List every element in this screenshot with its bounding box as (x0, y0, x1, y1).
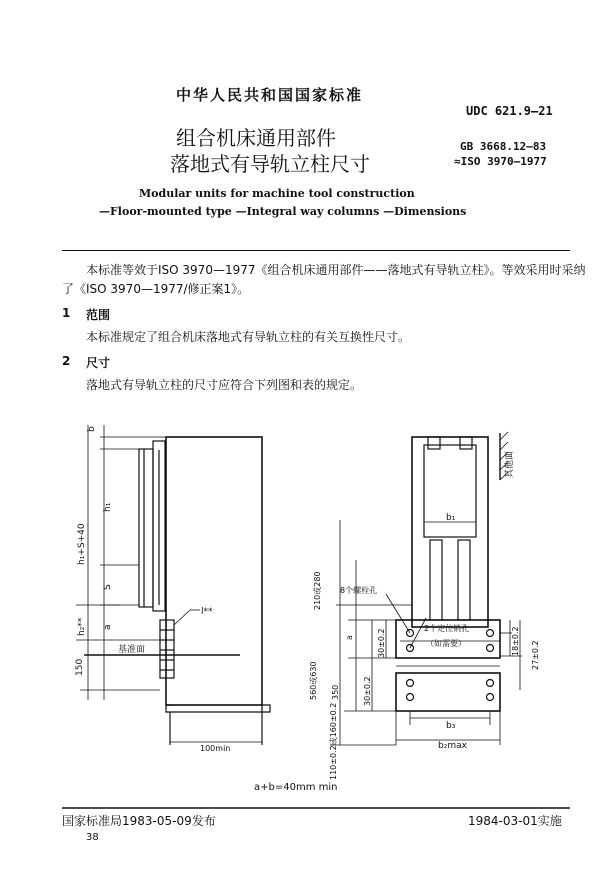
dim-100-label: 100min (200, 744, 231, 753)
page-number: 38 (86, 832, 99, 843)
top-head (424, 445, 476, 537)
issuing-authority: 中华人民共和国国家标准 (176, 86, 364, 104)
effective-date: 1984-03-01实施 (468, 814, 562, 828)
datum-label: 基准面 (118, 645, 146, 655)
dim-b-label: b (87, 426, 97, 432)
dim-350-label: 350 (331, 684, 340, 700)
figure-note: a+b=40mm min (254, 782, 338, 793)
dim-b3-label: b₃ (446, 721, 456, 731)
dim-h1-label: h₁ (103, 502, 113, 512)
dim-150-label: 150 (75, 658, 85, 676)
title-zh-line2: 落地式有导轨立柱尺寸 (170, 152, 370, 176)
section1-number: 1 (62, 306, 71, 320)
dim-30b-label: 30±0.2 (363, 676, 372, 706)
dim-30a-label: 30±0.2 (377, 628, 386, 658)
dim-h1s40-label: h₁+S+40 (77, 523, 87, 565)
dim-l-label: l** (201, 607, 213, 617)
column-upright (412, 437, 488, 627)
dim-h2-label: h₂** (77, 617, 87, 636)
title-zh-line1: 组合机床通用部件 (176, 126, 336, 150)
dim-s-label: S (103, 584, 113, 590)
section1-text: 本标准规定了组合机床落地式有导轨立柱的有关互换性尺寸。 (86, 330, 411, 344)
base-block (160, 620, 174, 678)
udc-code: UDC 621.9—21 (466, 104, 553, 118)
column-body (166, 437, 262, 705)
dim-b1-label: b₁ (446, 513, 456, 523)
dim-560-label: 560或630 (309, 661, 318, 700)
pins-note-label: （如需要） (426, 639, 466, 648)
wall-label: 其他面 (505, 450, 515, 478)
dim-210-label: 210或280 (313, 571, 322, 610)
dim-a-right-label: a (345, 635, 354, 640)
title-en-line1: Modular units for machine tool construction (139, 187, 415, 200)
dim-110-label: 110±0.2或160±0.2 (329, 702, 338, 780)
dim-a-left-label: a (103, 624, 113, 630)
dim-18-label: 18±0.2 (511, 626, 520, 656)
dim-b2-label: b₂max (438, 741, 467, 751)
lower-base (396, 673, 500, 711)
section2-title: 尺寸 (86, 356, 111, 370)
slide-unit (139, 449, 153, 607)
dim-27-label: 27±0.2 (531, 640, 540, 670)
issue-date: 国家标准局1983-05-09发布 (62, 814, 216, 828)
gb-number: GB 3668.12—83 (460, 140, 547, 153)
pins-label: 2个定位销孔 (424, 624, 470, 633)
intro-line1: 本标准等效于ISO 3970—1977《组合机床通用部件——落地式有导轨立柱》。等效采用时采纳 (86, 263, 586, 277)
intro-line2: 了《ISO 3970—1977/修正案1》。 (62, 282, 250, 296)
section1-title: 范围 (86, 308, 111, 322)
bolts-label: 8个螺栓孔 (340, 586, 378, 595)
section2-number: 2 (62, 354, 71, 368)
section2-text: 落地式有导轨立柱的尺寸应符合下列图和表的规定。 (86, 378, 363, 392)
iso-equivalent: ≈ISO 3970—1977 (454, 155, 547, 168)
title-en-line2: —Floor-mounted type —Integral way columns —Dimensions (99, 205, 467, 218)
